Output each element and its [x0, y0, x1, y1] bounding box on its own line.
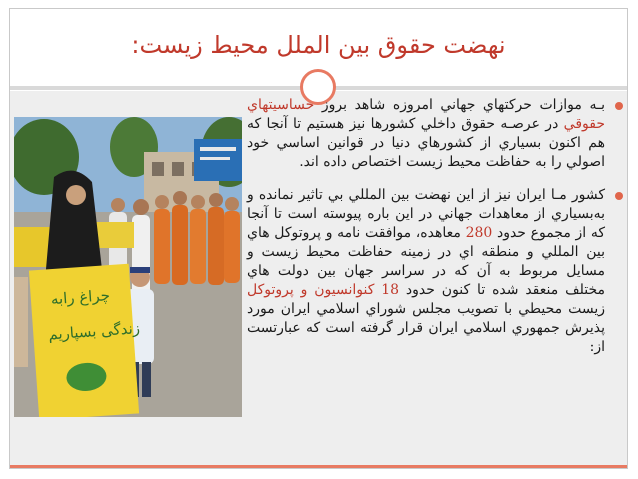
bullet-dot-icon [615, 102, 623, 110]
bullet-item-1 [247, 96, 625, 172]
banner-text-2: زندگی بسپاریم [47, 319, 141, 344]
bullet-1-text: بـه موازات حركتهاي جهاني امروزه شاهد بروز [314, 97, 605, 113]
bottom-accent-bar [10, 465, 627, 468]
protest-photo-illustration [14, 117, 242, 417]
bullet-1-highlight: حساسيتهاي حقوقي [247, 97, 605, 132]
bullet-1-text-cont: در عرصـه حقوق داخلي كشورها نيز هستيم تا آنجا كه هم اكنون بسياري از كشورهاي دنيا در قوانين اساسي خود اصولي را به حفاظت محيط زيست اختصاص داده اند. [247, 116, 605, 170]
bullet-dot-icon [615, 192, 623, 200]
banner-text-1: چراغ رابه [50, 286, 111, 309]
bullet-2-text-end: زيست محيطي با تصويب مجلس شوراي اسلامي ايران مورد پذيرش جمهوري اسلامي ايران قرار گرفته است كه عبارتست از: [247, 301, 605, 355]
protest-photo [14, 117, 242, 417]
bullet-2-text-cont: معاهده، موافقت نامه و پروتوكل هاي بين المللي و منطقه اي در زمينه حفاظت محيط زيست و مسايل مربوط به آن كه در سراسر جهان بين دولت هاي مختلف منعقد شده تا كنون حدود [247, 225, 605, 298]
bullet-2-highlight-conventions: 18 كنوانسيون و پروتوكل [247, 282, 400, 298]
bullet-2-text: كشور مـا ايران نيز از اين نهضت بين المللي بي تاثير نمانده و به‌بسياري از معاهدات جهاني در اين باره پيوسته است تا آنجا كه از مجموع حدود [247, 187, 605, 241]
bullet-item-2 [247, 186, 625, 357]
slide-title: نهضت حقوق بين الملل محيط زيست: [131, 31, 506, 59]
bullet-2-highlight-count: 280 [465, 225, 493, 241]
bullet-list [247, 96, 625, 436]
